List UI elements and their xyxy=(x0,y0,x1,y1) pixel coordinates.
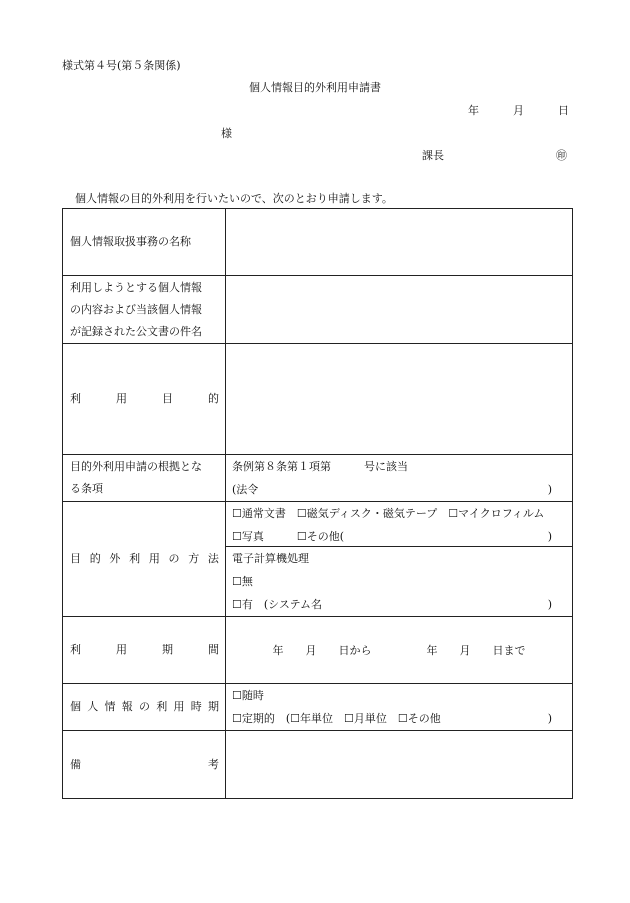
remarks-label: 備 考 xyxy=(63,731,226,799)
method-none-checkbox[interactable]: ☐無 xyxy=(232,575,253,588)
basis-field[interactable]: 条例第８条第１項第 号に該当 (法令 ) xyxy=(226,455,573,502)
purpose-field[interactable] xyxy=(226,344,573,455)
method-field xyxy=(226,502,573,617)
office-name-label: 個人情報取扱事務の名称 xyxy=(63,209,226,276)
period-label: 利 用 期 間 xyxy=(63,617,226,684)
timing-periodic-checkbox[interactable]: ☐定期的 (☐年単位 ☐月単位 ☐その他 ) xyxy=(232,712,552,725)
date-year: 年 xyxy=(468,104,479,117)
table-row xyxy=(63,731,573,799)
content-label: 利用しようとする個人情報 の内容および当該個人情報 が記録された公文書の件名 xyxy=(63,276,226,344)
table-row xyxy=(63,684,573,731)
office-name-field[interactable] xyxy=(226,209,573,276)
date-month: 月 xyxy=(513,104,524,117)
remarks-field[interactable] xyxy=(226,731,573,799)
intro-text: 個人情報の目的外利用を行いたいので、次のとおり申請します。 xyxy=(75,192,393,205)
method-yes-checkbox[interactable]: ☐有 (システム名 ) xyxy=(232,598,552,611)
method-media-options-2[interactable]: ☐写真 ☐その他( ) xyxy=(232,530,552,543)
addressee-suffix: 様 xyxy=(221,127,232,140)
timing-field xyxy=(226,684,573,731)
basis-label: 目的外利用申請の根拠とな る条項 xyxy=(63,455,226,502)
period-field[interactable]: 年 月 日から 年 月 日まで xyxy=(226,617,573,684)
table-row xyxy=(63,502,573,617)
method-media-options-1[interactable]: ☐通常文書 ☐磁気ディスク・磁気テープ ☐マイクロフィルム xyxy=(232,507,545,520)
table-row xyxy=(63,344,573,455)
form-number: 様式第４号(第５条関係) xyxy=(62,59,181,72)
document-title: 個人情報目的外利用申請書 xyxy=(249,81,381,94)
method-computer-label: 電子計算機処理 xyxy=(232,552,309,565)
date-day: 日 xyxy=(558,104,569,117)
timing-any-checkbox[interactable]: ☐随時 xyxy=(232,689,264,702)
purpose-label: 利 用 目 的 xyxy=(63,344,226,455)
application-form-table xyxy=(62,208,573,799)
table-row xyxy=(63,455,573,502)
timing-label: 個 人 情 報 の 利 用 時 期 xyxy=(63,684,226,731)
table-row xyxy=(63,276,573,344)
content-field[interactable] xyxy=(226,276,573,344)
table-row xyxy=(63,617,573,684)
method-label: 目 的 外 利 用 の 方 法 xyxy=(63,502,226,617)
applicant-title: 課長 xyxy=(422,149,444,162)
table-row xyxy=(63,209,573,276)
seal-mark: ㊞ xyxy=(556,149,567,162)
